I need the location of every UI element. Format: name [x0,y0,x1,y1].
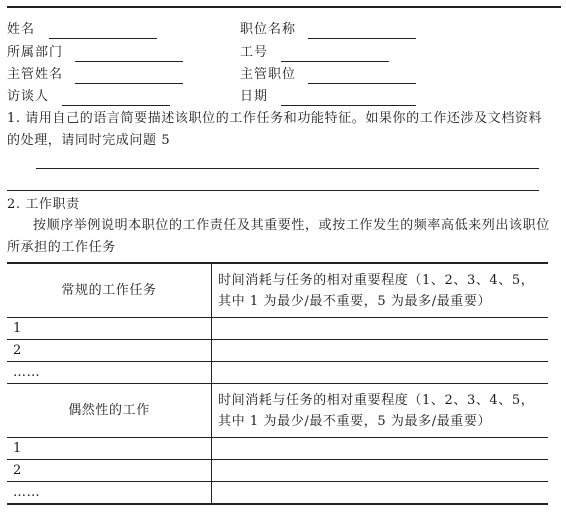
occasional-importance-header: 时间消耗与任务的相对重要程度（1、2、3、4、5，其中 1 为最少/最不重要，5 为最多/最重要） [212,384,549,438]
importance-header: 时间消耗与任务的相对重要程度（1、2、3、4、5，其中 1 为最少/最不重要，5 为最多/最重要） [212,263,549,318]
field-line-department[interactable] [75,61,183,62]
importance-cell[interactable] [212,482,549,505]
answer-line-2[interactable] [7,190,539,191]
field-line-supervisor-name[interactable] [75,83,183,84]
question-1-text: 1. 请用自己的语言简要描述该职位的工作任务和功能特征。如果你的工作还涉及文档资料的处理，请同时完成问题 5 [7,111,543,148]
table-row [7,438,548,460]
occasional-header-row [7,384,548,438]
row-number: 2 [7,340,212,362]
field-label-employee-id: 工号 [240,45,269,60]
routine-header-row [7,263,548,318]
routine-tasks-header: 常规的工作任务 [7,263,212,318]
field-label-position-title: 职位名称 [240,22,297,37]
field-label-supervisor-name: 主管姓名 [7,67,64,82]
field-label-department: 所属部门 [7,45,64,60]
duties-table [7,262,548,505]
answer-line-1[interactable] [36,168,539,169]
occasional-tasks-header: 偶然性的工作 [7,384,212,438]
field-line-date[interactable] [281,105,416,106]
field-line-employee-id[interactable] [281,61,389,62]
field-line-name[interactable] [49,38,157,39]
field-line-supervisor-position[interactable] [308,83,416,84]
table-row [7,482,548,505]
field-label-interviewer: 访谈人 [7,89,50,104]
row-number: 1 [7,318,212,340]
question-2-instruction: 按顺序举例说明本职位的工作责任及其重要性，或按工作发生的频率高低来列出该职位所承担的工作任务 [7,218,550,255]
importance-cell[interactable] [212,318,549,340]
field-label-date: 日期 [240,89,269,104]
table-row [7,318,548,340]
field-line-interviewer[interactable] [62,105,170,106]
field-label-name: 姓名 [7,22,36,37]
field-line-position-title[interactable] [308,38,416,39]
table-row [7,362,548,384]
row-number: 1 [7,438,212,460]
row-number: 2 [7,460,212,482]
importance-cell[interactable] [212,340,549,362]
table-row [7,340,548,362]
importance-cell[interactable] [212,362,549,384]
table-row [7,460,548,482]
importance-cell[interactable] [212,438,549,460]
question-2-title: 2. 工作职责 [7,197,80,212]
top-rule [7,6,561,8]
row-ellipsis: …… [7,482,212,505]
row-ellipsis: …… [7,362,212,384]
field-label-supervisor-position: 主管职位 [240,67,297,82]
importance-cell[interactable] [212,460,549,482]
